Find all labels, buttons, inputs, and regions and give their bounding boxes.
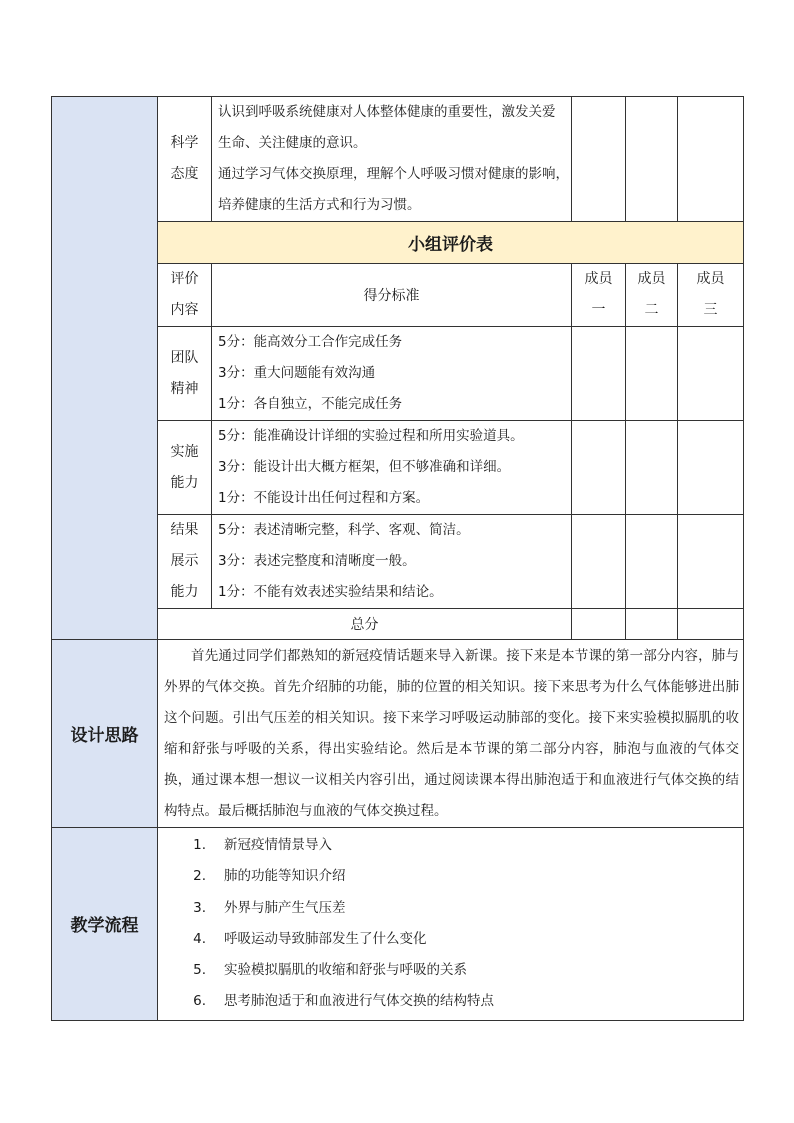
flow-item-number: 1. <box>193 837 206 853</box>
lesson-plan-table <box>51 96 744 1021</box>
flow-item <box>158 893 743 924</box>
total-score-cell[interactable] <box>678 609 744 640</box>
score-cell[interactable] <box>678 421 744 515</box>
flow-row <box>52 828 744 1021</box>
score-cell[interactable] <box>626 97 678 222</box>
label-line: 三 <box>703 302 718 318</box>
flow-item-text: 呼吸运动导致肺部发生了什么变化 <box>224 930 427 947</box>
text-line: 通过学习气体交换原理，理解个人呼吸习惯对健康的影响， <box>218 166 569 182</box>
label-line: 内容 <box>170 302 199 318</box>
total-label: 总分 <box>158 609 572 640</box>
header-member-1 <box>572 264 626 327</box>
total-score-cell[interactable] <box>626 609 678 640</box>
flow-item-text: 肺的功能等知识介绍 <box>224 868 346 885</box>
text-line: 认识到呼吸系统健康对人体整体健康的重要性，激发关爱 <box>218 104 556 120</box>
criteria-line: 1分：不能有效表述实验结果和结论。 <box>218 584 443 600</box>
flow-list <box>158 828 743 1020</box>
flow-list-cell <box>158 828 744 1021</box>
flow-item-number: 4. <box>193 930 206 947</box>
criteria-line: 5分：能准确设计详细的实验过程和所用实验道具。 <box>218 428 524 444</box>
label-line: 团队 <box>170 349 199 366</box>
label-line: 评价 <box>170 271 199 287</box>
design-label: 设计思路 <box>52 640 158 828</box>
total-score-cell[interactable] <box>572 609 626 640</box>
score-cell[interactable] <box>678 97 744 222</box>
sci-attitude-label <box>158 97 212 222</box>
flow-item <box>158 955 743 986</box>
criteria-line: 1分：各自独立，不能完成任务 <box>218 396 403 412</box>
criteria-line: 1分：不能设计出任何过程和方案。 <box>218 490 430 506</box>
flow-item <box>158 924 743 955</box>
score-cell[interactable] <box>572 421 626 515</box>
score-cell[interactable] <box>626 327 678 421</box>
label-line: 精神 <box>170 380 199 397</box>
label-line: 成员 <box>696 271 725 287</box>
header-member-2 <box>626 264 678 327</box>
eval-row-criteria <box>212 421 572 515</box>
header-content <box>158 264 212 327</box>
eval-row-label <box>158 327 212 421</box>
flow-item <box>158 861 743 892</box>
criteria-line: 5分：能高效分工合作完成任务 <box>218 334 403 350</box>
flow-item-text: 外界与肺产生气压差 <box>224 899 346 916</box>
flow-item-text: 思考肺泡适于和血液进行气体交换的结构特点 <box>224 993 494 1010</box>
flow-item-number: 2. <box>193 868 206 885</box>
label-line: 二 <box>644 302 659 318</box>
label-line: 态度 <box>170 166 199 182</box>
flow-item-text: 新冠疫情情景导入 <box>224 837 332 853</box>
header-member-3 <box>678 264 744 327</box>
criteria-line: 3分：表述完整度和清晰度一般。 <box>218 553 416 569</box>
flow-item-number: 6. <box>193 993 206 1010</box>
label-line: 能力 <box>170 474 199 491</box>
flow-label: 教学流程 <box>52 828 158 1021</box>
text-line: 生命、关注健康的意识。 <box>218 135 367 151</box>
label-line: 能力 <box>170 584 199 600</box>
label-line: 成员 <box>637 271 666 287</box>
eval-row-criteria <box>212 327 572 421</box>
score-cell[interactable] <box>678 515 744 609</box>
left-label-cell-blank <box>52 97 158 640</box>
group-eval-title: 小组评价表 <box>158 222 744 264</box>
flow-item <box>158 986 743 1017</box>
text-line: 培养健康的生活方式和行为习惯。 <box>218 197 421 213</box>
label-line: 科学 <box>170 135 199 151</box>
eval-row-label <box>158 421 212 515</box>
label-line: 结果 <box>170 522 199 538</box>
score-cell[interactable] <box>572 97 626 222</box>
score-cell[interactable] <box>678 327 744 421</box>
header-criteria: 得分标准 <box>212 264 572 327</box>
flow-item <box>158 830 743 861</box>
score-cell[interactable] <box>626 515 678 609</box>
sci-attitude-text <box>212 97 572 222</box>
criteria-line: 5分：表述清晰完整，科学、客观、简洁。 <box>218 522 470 538</box>
label-line: 一 <box>591 302 606 318</box>
criteria-line: 3分：能设计出大概方框架，但不够准确和详细。 <box>218 459 511 475</box>
design-row <box>52 640 744 828</box>
label-line: 实施 <box>170 443 199 460</box>
label-line: 展示 <box>170 553 199 569</box>
score-cell[interactable] <box>626 421 678 515</box>
flow-item-number: 5. <box>193 962 206 979</box>
sci-attitude-row <box>52 97 744 222</box>
eval-row-label <box>158 515 212 609</box>
criteria-line: 3分：重大问题能有效沟通 <box>218 365 376 381</box>
score-cell[interactable] <box>572 327 626 421</box>
flow-item-number: 3. <box>193 899 206 916</box>
label-line: 成员 <box>584 271 613 287</box>
score-cell[interactable] <box>572 515 626 609</box>
design-text: 首先通过同学们都熟知的新冠疫情话题来导入新课。接下来是本节课的第一部分内容，肺与外界的气体交换。首先介绍肺的功能，肺的位置的相关知识。接下来思考为什么气体能够进出肺这个问题。引出气压差的相关知识。接下来学习呼吸运动肺部的变化。接下来实验模拟膈肌的收缩和舒张与呼吸的关系，得出实验结论。然后是本节课的第二部分内容，肺泡与血液的气体交换，通过课本想一想议一议相关内容引出，通过阅读课本得出肺泡适于和血液进行气体交换的结构特点。最后概括肺泡与血液的气体交换过程。 <box>158 640 744 828</box>
flow-item-text: 实验模拟膈肌的收缩和舒张与呼吸的关系 <box>224 962 467 979</box>
eval-row-criteria <box>212 515 572 609</box>
